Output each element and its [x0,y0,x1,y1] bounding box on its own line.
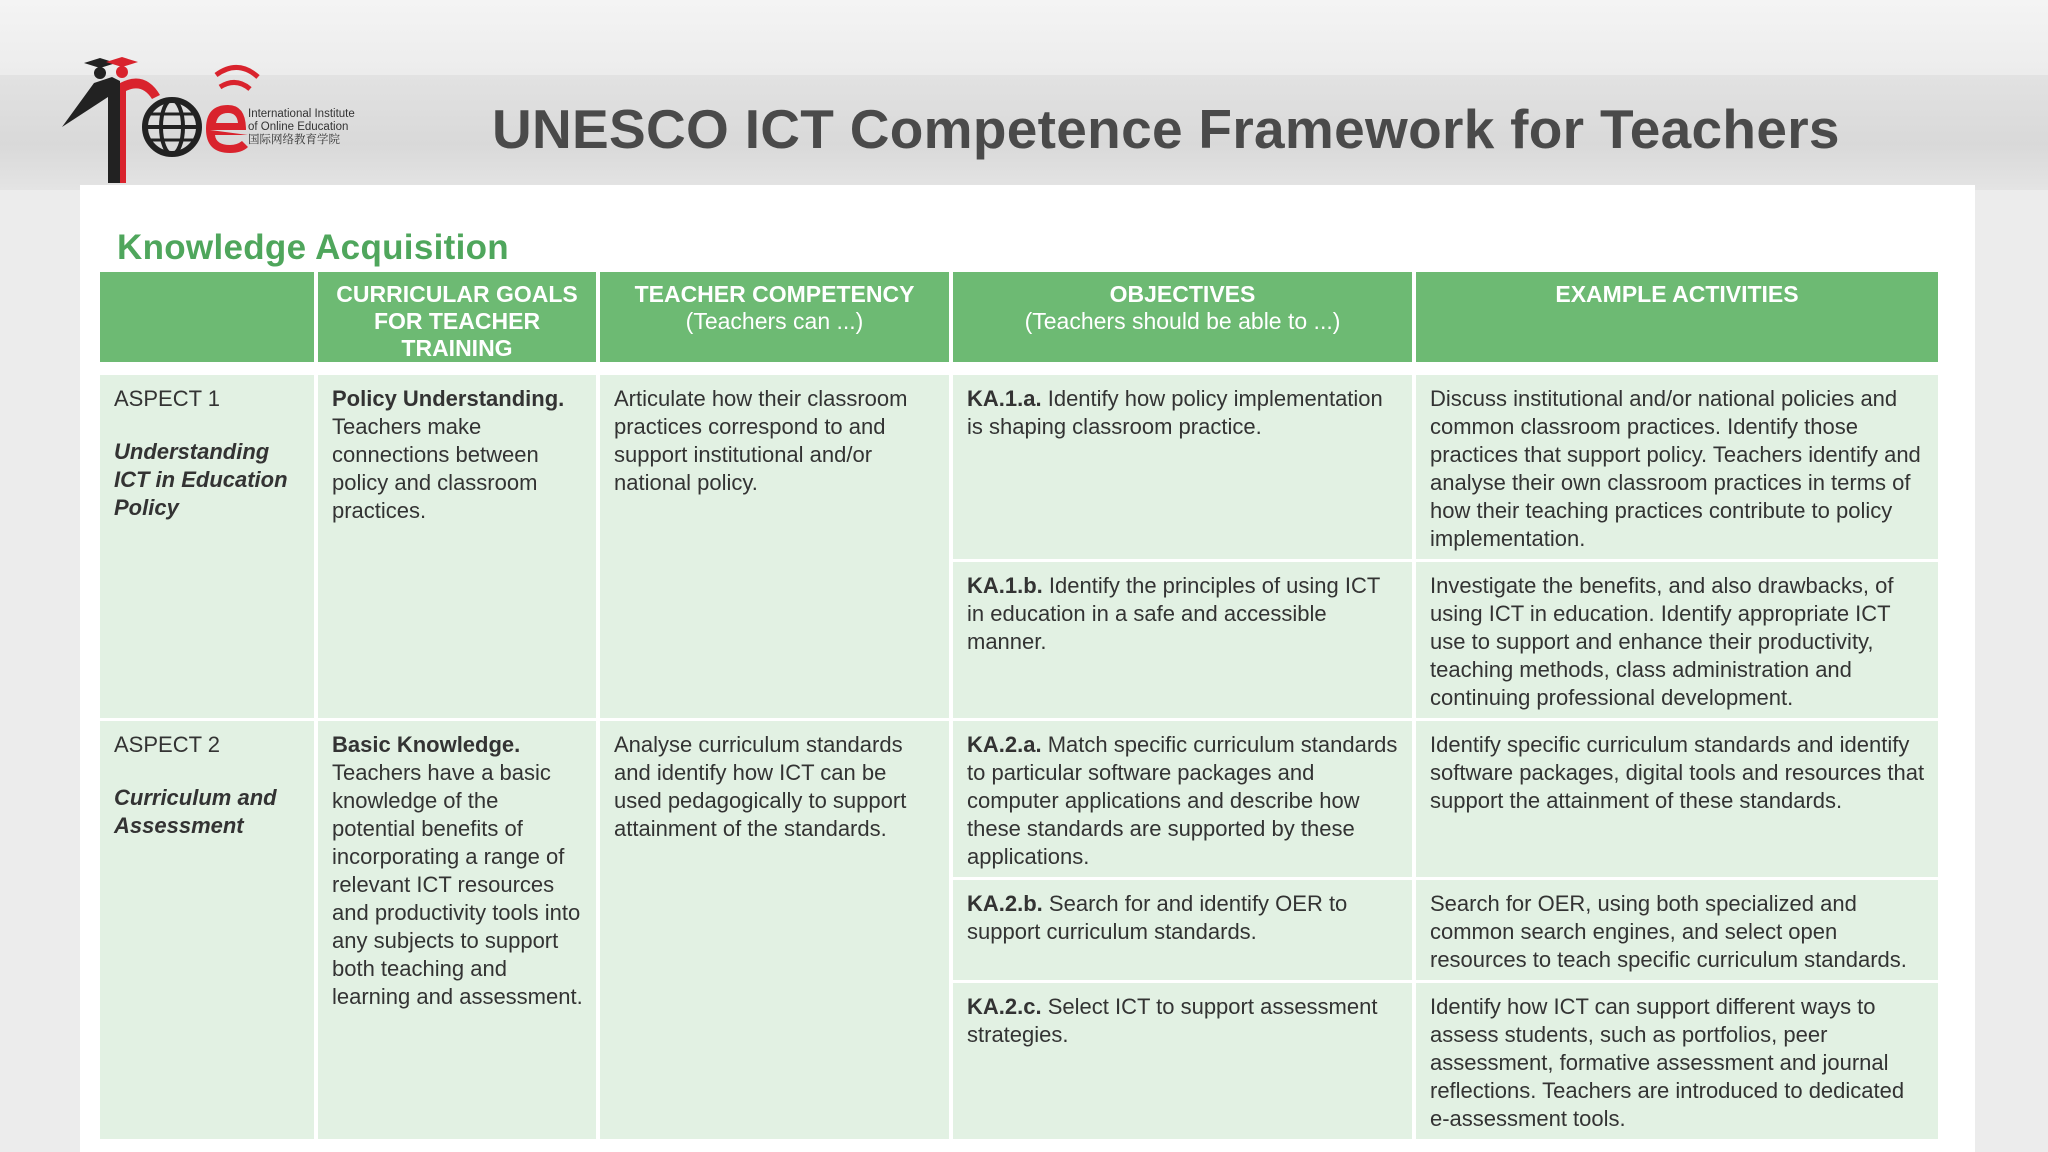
header-example-activities [1414,272,1938,362]
objective-cell [951,982,1414,1141]
logo-line-3: 国际网络教育学院 [248,134,340,146]
logo-caption [248,108,355,147]
objective-code: KA.1.b. [967,573,1043,598]
objective-text: Select ICT to support assessment strategies. [967,994,1378,1047]
objective-code: KA.2.a. [967,732,1042,757]
header-sublabel: (Teachers should be able to ...) [1024,308,1341,334]
objective-text: Search for and identify OER to support curriculum standards. [967,891,1348,944]
aspect-cell [100,720,316,1141]
objective-cell [951,879,1414,982]
objective-text: Match specific curriculum standards to particular software packages and computer applications and describe how these standards are supported by these applications. [967,732,1398,869]
objective-code: KA.2.c. [967,994,1042,1019]
aspect-cell [100,374,316,720]
activity-cell [1414,561,1938,720]
header-objectives [951,272,1414,362]
goal-cell [316,720,598,1141]
header-sublabel: (Teachers can ...) [685,308,864,334]
activity-text: Discuss institutional and/or national policies and common classroom practices. Identify those practices that support policy. Teachers identify and analyse their own classroom practices in terms of how their teaching practices contribute to policy implementation. [1430,386,1921,551]
objective-code: KA.2.b. [967,891,1043,916]
header-label: CURRICULAR GOALS FOR TEACHER TRAINING [336,281,578,361]
objective-cell [951,374,1414,561]
objective-cell [951,561,1414,720]
activity-text: Identify how ICT can support different ways to assess students, such as portfolios, peer assessment, formative assessment and journal reflections. Teachers are introduced to dedicated e-assessment tools. [1430,994,1905,1131]
header-teacher-competency [598,272,951,362]
activity-text: Investigate the benefits, and also drawbacks, of using ICT in education. Identify appropriate ICT use to support and enhance their productivity, teaching methods, class administration and continuing professional development. [1430,573,1894,710]
activity-cell [1414,720,1938,879]
aspect-name: Understanding ICT in Education Policy [114,439,288,520]
goal-text: Teachers make connections between policy and classroom practices. [332,414,539,523]
spacer-row [100,362,1938,374]
objective-cell [951,720,1414,879]
goal-text: Teachers have a basic knowledge of the potential benefits of incorporating a range of relevant ICT resources and productivity tools into any subjects to support both teaching and learning and assessment. [332,760,583,1009]
activity-cell [1414,982,1938,1141]
header-label: TEACHER COMPETENCY [634,281,915,307]
activity-cell [1414,374,1938,561]
logo-line-2: of Online Education [248,121,349,133]
objective-text: Identify how policy implementation is shaping classroom practice. [967,386,1383,439]
section-title: Knowledge Acquisition [117,228,509,267]
competency-text: Analyse curriculum standards and identify how ICT can be used pedagogically to support attainment of the standards. [614,732,907,841]
header-label: EXAMPLE ACTIVITIES [1555,281,1799,307]
header-curricular-goals [316,272,598,362]
aspect-label: ASPECT 2 [114,732,220,757]
competency-text: Articulate how their classroom practices correspond to and support institutional and/or national policy. [614,386,908,495]
objective-code: KA.1.a. [967,386,1042,411]
aspect-name: Curriculum and Assessment [114,785,277,838]
activity-cell [1414,879,1938,982]
activity-text: Identify specific curriculum standards and identify software packages, digital tools and resources that support the attainment of these standards. [1430,732,1925,813]
goal-title: Basic Knowledge. [332,732,521,757]
goal-cell [316,374,598,720]
goal-title: Policy Understanding. [332,386,565,411]
table-header-row [100,272,1938,362]
header-aspect [100,272,316,362]
competency-cell [598,720,951,1141]
competence-table [100,272,1938,1142]
objective-text: Identify the principles of using ICT in education in a safe and accessible manner. [967,573,1380,654]
logo-line-1: International Institute [248,108,355,120]
page-title: UNESCO ICT Competence Framework for Teachers [492,98,1840,160]
header-label: OBJECTIVES [1109,281,1256,307]
table-row [100,720,1938,879]
activity-text: Search for OER, using both specialized and common search engines, and select open resources to teach specific curriculum standards. [1430,891,1907,972]
table-row [100,374,1938,561]
competency-cell [598,374,951,720]
aspect-label: ASPECT 1 [114,386,220,411]
